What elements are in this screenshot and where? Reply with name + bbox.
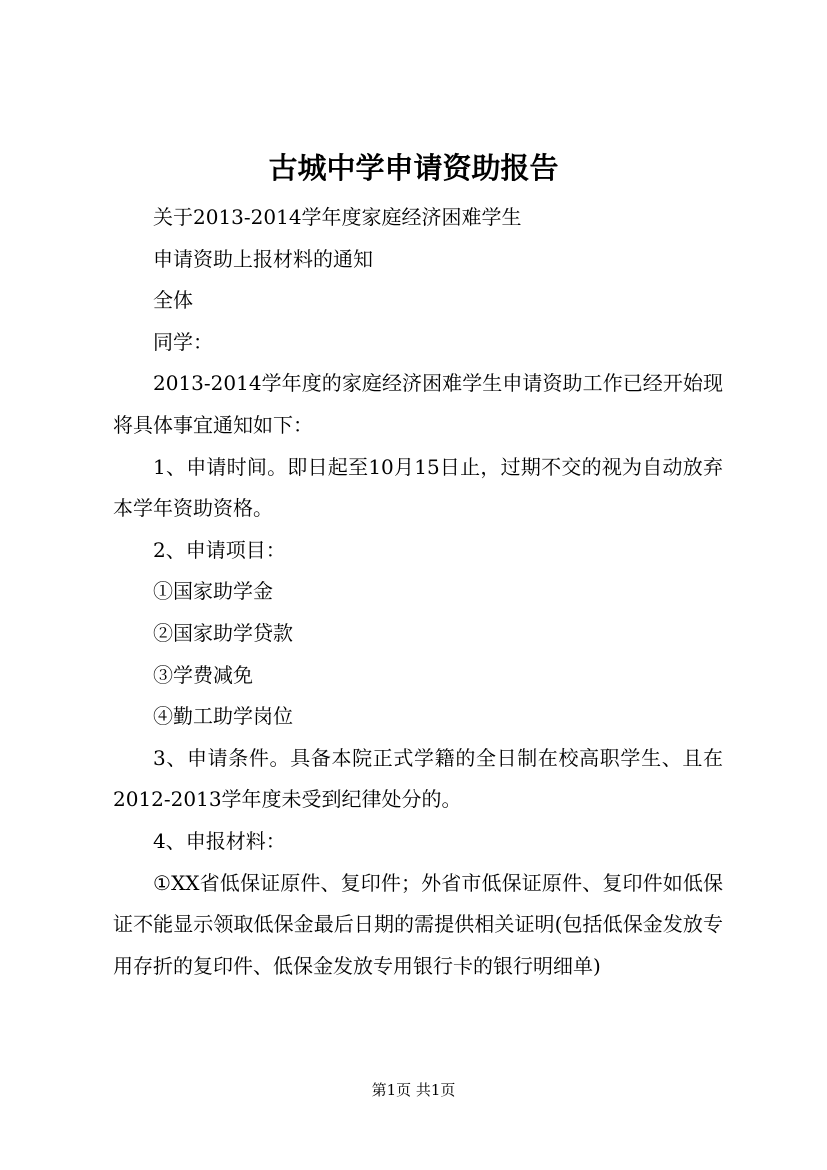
paragraph-addressee-2: 同学： [153,329,213,354]
paragraph-notice-heading-1: 关于2013-2014学年度家庭经济困难学生 [153,205,522,229]
paragraph-addressee-1: 全体 [153,288,193,313]
paragraph-materials-item-1: ①XX省低保证原件、复印件；外省市低保证原件、复印件如低保证不能显示领取低保金最后日期的需提供相关证明(包括低保金发放专用存折的复印件、低保金发放专用银行卡的银行明细单) [113,870,723,978]
paragraph-application-conditions: 3、申请条件。具备本院正式学籍的全日制在校高职学生、且在2012-2013学年度未受到纪律处分的。 [113,745,723,812]
paragraph-materials-heading: 4、申报材料： [153,828,286,853]
paragraph-application-time: 1、申请时间。即日起至10月15日止，过期不交的视为自动放弃本学年资助资格。 [113,454,723,521]
list-item-national-grant: ①国家助学金 [153,579,273,604]
list-item-tuition-waiver: ③学费减免 [153,662,253,687]
paragraph-notice-heading-2: 申请资助上报材料的通知 [153,246,373,271]
document-body [113,197,723,987]
list-item-work-study: ④勤工助学岗位 [153,704,293,729]
paragraph-application-items: 2、申请项目： [153,537,286,562]
paragraph-intro: 2013-2014学年度的家庭经济困难学生申请资助工作已经开始现将具体事宜通知如下： [113,371,723,437]
page-footer: 第1页 共1页 [371,1081,456,1099]
list-item-national-loan: ②国家助学贷款 [153,620,293,645]
document-title: 古城中学申请资助报告 [268,151,559,185]
